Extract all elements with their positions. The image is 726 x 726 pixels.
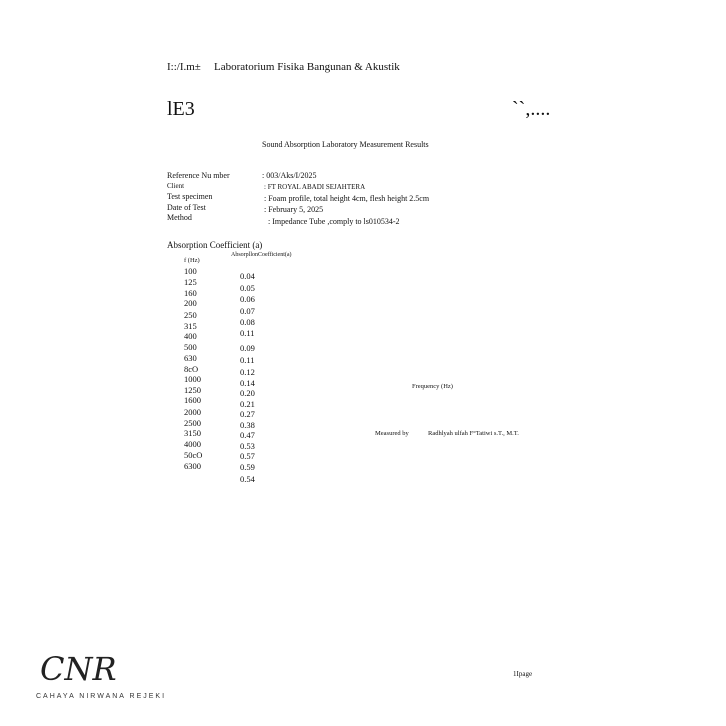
coef-cell: 0.20 bbox=[240, 388, 255, 398]
freq-cell: 8cO bbox=[184, 364, 199, 374]
coef-cell: 0.05 bbox=[240, 283, 255, 293]
lab-name: Laboratorium Fisika Bangunan & Akustik bbox=[214, 61, 400, 73]
coef-cell: 0.57 bbox=[240, 451, 255, 461]
measured-by-label: Measured by bbox=[375, 430, 409, 437]
info-label-client: Client bbox=[167, 182, 185, 190]
freq-cell: 160 bbox=[184, 288, 197, 298]
cnr-logo-mark bbox=[36, 648, 126, 688]
chart-x-axis-label: Frequency (Hz) bbox=[412, 383, 453, 390]
info-label-reference: Reference Nu mber bbox=[167, 171, 230, 180]
coef-cell: 0.27 bbox=[240, 409, 255, 419]
coef-cell: 0.04 bbox=[240, 271, 255, 281]
coef-cell: 0.54 bbox=[240, 474, 255, 484]
freq-cell: 4000 bbox=[184, 439, 201, 449]
info-value-specimen: : Foam profile, total height 4cm, flesh height 2.5cm bbox=[264, 194, 430, 203]
page-number: 1Ipage bbox=[513, 670, 533, 678]
document-title: Sound Absorption Laboratory Measurement Results bbox=[262, 140, 429, 149]
freq-cell: 400 bbox=[184, 331, 197, 341]
freq-cell: 1600 bbox=[184, 395, 201, 405]
freq-cell: 1250 bbox=[184, 385, 201, 395]
coef-cell: 0.11 bbox=[240, 355, 255, 365]
freq-cell: 50cO bbox=[184, 450, 203, 460]
freq-cell: 125 bbox=[184, 277, 197, 287]
coef-cell: 0.38 bbox=[240, 420, 255, 430]
header-right-mark: ``,.... bbox=[512, 98, 551, 120]
col-header-frequency: f (Hz) bbox=[184, 257, 200, 264]
coef-cell: 0.21 bbox=[240, 399, 255, 409]
info-label-date: Date of Test bbox=[167, 203, 206, 212]
info-label-specimen: Test specimen bbox=[167, 192, 213, 201]
freq-cell: 2500 bbox=[184, 418, 201, 428]
info-value-reference: : 003/Aks/I/2025 bbox=[262, 171, 317, 180]
lab-code: I::/I.m± bbox=[167, 61, 201, 73]
coef-cell: 0.06 bbox=[240, 294, 255, 304]
frequency-column bbox=[184, 266, 214, 476]
coef-cell: 0.11 bbox=[240, 328, 255, 338]
measured-by-name: Radhlyah ulfah F°Tatiwi s.T., M.T. bbox=[428, 430, 519, 437]
company-logo bbox=[36, 648, 167, 708]
coef-cell: 0.14 bbox=[240, 378, 255, 388]
col-header-coefficient: AbsorpllonCoefficient(a) bbox=[231, 252, 292, 258]
info-label-method: Method bbox=[167, 213, 192, 222]
info-value-method: : Impedance Tube ,comply to ls010534-2 bbox=[268, 217, 400, 226]
coef-cell: 0.47 bbox=[240, 430, 255, 440]
freq-cell: 100 bbox=[184, 266, 197, 276]
freq-cell: 1000 bbox=[184, 374, 201, 384]
freq-cell: 3150 bbox=[184, 428, 201, 438]
coef-cell: 0.53 bbox=[240, 441, 255, 451]
logo-mark-text: CNR bbox=[40, 650, 117, 688]
info-value-client: : FT ROYAL ABADI SEJAHTERA bbox=[264, 183, 366, 191]
coef-cell: 0.59 bbox=[240, 462, 255, 472]
coefficient-column bbox=[240, 271, 270, 486]
freq-cell: 250 bbox=[184, 310, 197, 320]
coef-cell: 0.08 bbox=[240, 317, 255, 327]
freq-cell: 315 bbox=[184, 321, 197, 331]
freq-cell: 500 bbox=[184, 342, 197, 352]
header-left-mark: lE3 bbox=[167, 98, 195, 120]
coef-cell: 0.09 bbox=[240, 343, 255, 353]
freq-cell: 200 bbox=[184, 298, 197, 308]
freq-cell: 2000 bbox=[184, 407, 201, 417]
coef-cell: 0.12 bbox=[240, 367, 255, 377]
logo-subtitle: CAHAYA NIRWANA REJEKI bbox=[36, 693, 167, 700]
freq-cell: 630 bbox=[184, 353, 197, 363]
freq-cell: 6300 bbox=[184, 461, 201, 471]
section-title: Absorption Coefficient (a) bbox=[167, 240, 263, 250]
coef-cell: 0.07 bbox=[240, 306, 255, 316]
info-value-date: : February 5, 2025 bbox=[264, 205, 324, 214]
